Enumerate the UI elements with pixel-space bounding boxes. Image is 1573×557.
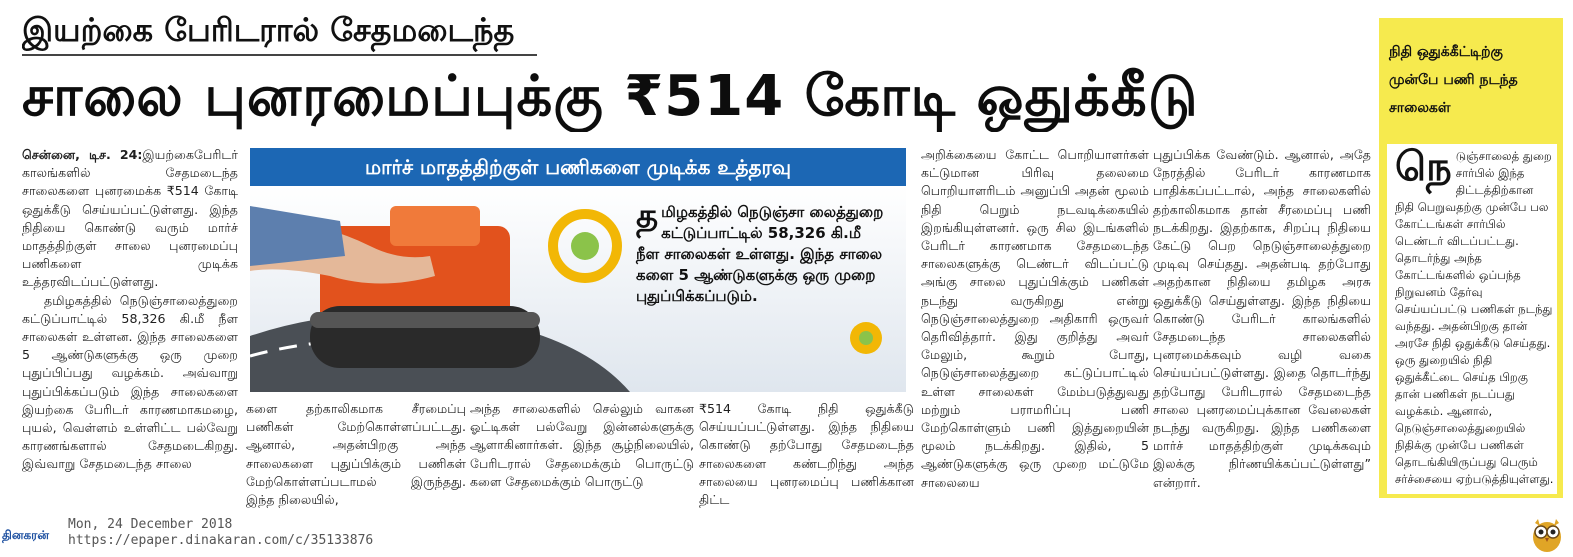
column-1-paragraph-1: இயற்கைபேரிடர் காலங்களில் சேதமடைந்த சாலைகளை புனரமைக்க ₹514 கோடி ஒதுக்கீடு செய்யப்பட்டுள்ளது. இந்த நிதியை கொண்டு வரும் மார்ச் மாதத்திற்குள் சாலை புனரமைப்பு பணிகளை முடிக்க உத்தரவிடப்பட்டுள்ளது. <box>22 147 238 290</box>
article-column-2 <box>246 400 466 510</box>
sidebar-heading: நிதி ஒதுக்கீட்டிற்கு முன்பே பணி நடந்த சாலைகள் <box>1389 44 1518 116</box>
sidebar-box <box>1379 18 1563 498</box>
article-column-4 <box>699 400 914 510</box>
footer-date: Mon, 24 December 2018 <box>68 517 233 532</box>
dinakaran-logo: தினகரன் <box>2 528 49 542</box>
photo-banner: மார்ச் மாதத்திற்குள் பணிகளை முடிக்க உத்தரவு <box>250 148 906 186</box>
quote-close-icon <box>846 318 886 358</box>
column-1-paragraph-2: தமிழகத்தில் நெடுஞ்சாலைத்துறை கட்டுப்பாட்டில் 58,326 கி.மீ நீள சாலைகள் உள்ளன. இந்த சாலைகளை 5 ஆண்டுகளுக்கு ஒரு முறை புதுப்பிப்பது வழக்கம். அவ்வாறு புதுப்பிக்கப்படும் இந்த சாலைகளை இயற்கை பேரிடர் காரணமாகமழை, புயல், வெள்ளம் உள்ளிட்ட பல்வேறு காரணங்களால் சேதமடைகிறது. இவ்வாறு சேதமடைந்த சாலை <box>22 292 238 472</box>
column-3-text: அந்த சாலைகளில் செல்லும் வாகன ஓட்டிகள் பல்வேறு இன்னல்களுக்கு ஆளாகினார்கள். இந்த சூழ்நிலையில், பேரிடரால் சேதமைக்கும் பொருட்டு களை சேதமைக்கும் பொருட்டு <box>470 401 694 489</box>
column-2-text: களை தற்காலிகமாக சீரமைப்பு பணிகள் மேற்கொள்ளப்பட்டது. ஆனால், அதன்பிறகு அந்த சாலைகளை புதுப்பிக்கும் பணிகள் மேற்கொள்ளப்படாமல் இருந்தது. இந்த நிலையில், <box>246 401 466 508</box>
sidebar-text: டுஞ்சாலைத் துறை சார்பில் இந்த திட்டத்திற்கான நிதி பெறுவதற்கு முன்பே பல கோட்டங்கள் சார்பில் டெண்டர் விடப்பட்டது. தொடர்ந்து அந்த கோட்டங்களில் ஒப்பந்த நிறுவனம் தேர்வு செய்யப்பட்டு பணிகள் நடந்து வந்தது. அதன்பிறகு தான் அரசே நிதி ஒதுக்கீடு செய்தது. ஒரு துறையில் நிதி ஒதுக்கீட்டை செய்த பிறகு தான் பணிகள் நடப்பது வழக்கம். ஆனால், நெடுஞ்சாலைத்துறையில் நிதிக்கு முன்பே பணிகள் தொடங்கியிருப்பது பெரும் சர்ச்சையை ஏற்படுத்தியுள்ளது. <box>1395 149 1554 486</box>
column-4-text: ₹514 கோடி நிதி ஒதுக்கீடு செய்யப்பட்டுள்ளது. இந்த நிதியை கொண்டு தற்போது சேதமடைந்த சாலைகளை கண்டறிந்து அந்த சாலையை புனரமைப்பு பணிக்கான திட்ட <box>699 401 914 508</box>
article-column-1 <box>22 146 238 510</box>
column-6-text: புதுப்பிக்க வேண்டும். ஆனால், அதே நேரத்தில் பேரிடர் காரணமாக பாதிக்கப்பட்டால், அந்த சாலைகளில் தற்காலிகமாக தான் சீரமைப்பு பணி நடக்கிறது. இதற்காக, சிறப்பு நிதியை கேட்டு பெற நெடுஞ்சாலைத்துறை முடிவு செய்தது. அதன்படி தற்போது அதற்கான நிதியை தமிழக அரசு ஒதுக்கீடு செய்துள்ளது. இந்த நிதியை கொண்டு பேரிடர் காலங்களில் சேதமடைந்த சாலைகளில் புனரமைக்கவும் வழி வகை செய்யப்பட்டுள்ளது. இதை தொடர்ந்து தற்போது பேரிடரால் சேதமடைந்த சாலை புனரமைப்புக்கான வேலைகள் நடந்து வருகிறது. இந்த பணிகளை மார்ச் மாதத்திற்குள் முடிக்கவும் இலக்கு நிர்ணயிக்கப்பட்டுள்ளது” என்றார். <box>1153 147 1371 490</box>
article-kicker: இயற்கை பேரிடரால் சேதமடைந்த <box>22 6 537 56</box>
sidebar-body <box>1387 144 1557 494</box>
pull-quote-dropcap: த <box>636 196 659 236</box>
article-photo <box>250 148 906 392</box>
owl-icon <box>1530 515 1564 553</box>
article-column-6 <box>1153 146 1371 510</box>
sidebar-dropcap: நெ <box>1395 144 1452 190</box>
pull-quote-text: மிழகத்தில் நெடுஞ்சா லைத்துறை கட்டுப்பாட்டில் 58,326 கி.மீ நீள சாலைகள் உள்ளது. இந்த சாலை களை 5 ஆண்டுகளுக்கு ஒரு முறை புதுப்பிக்கப்படும். <box>636 203 884 305</box>
article-headline: சாலை புனரமைப்புக்கு ₹514 கோடி ஒதுக்கீடு <box>22 64 1199 129</box>
article-column-5 <box>921 146 1149 510</box>
article-column-3 <box>470 400 694 510</box>
footer-url[interactable]: https://epaper.dinakaran.com/c/35133876 <box>68 533 374 548</box>
dateline: சென்னை, டிச. 24: <box>22 147 143 162</box>
column-5-text: அறிக்கையை கோட்ட பொறியாளர்கள் கட்டுமான பிரிவு தலைமை பொறியாளரிடம் அனுப்பி அதன் மூலம் நிதி பெறும் நடவடிக்கையில் இறங்கியுள்ளனர். ஒரு சில இடங்களில் பேரிடர் காரணமாக சேதமடைந்த சாலைகளுக்கு டெண்டர் விடப்பட்டு அங்கு சாலை புதுப்பிக்கும் பணிகள் நடந்து வருகிறது என்று நெடுஞ்சாலைத்துறை அதிகாரி ஒருவர் தெரிவித்தார். இது குறித்து அவர் மேலும், கூறும் போது, நெடுஞ்சாலைத்துறை கட்டுப்பாட்டில் உள்ள சாலைகள் மேம்படுத்துவது மற்றும் பராமரிப்பு பணி மேற்கொள்ளும் பணி இத்துறையின் மூலம் நடக்கிறது. இதில், 5 ஆண்டுகளுக்கு ஒரு முறை மட்டுமே சாலையை <box>921 147 1149 490</box>
